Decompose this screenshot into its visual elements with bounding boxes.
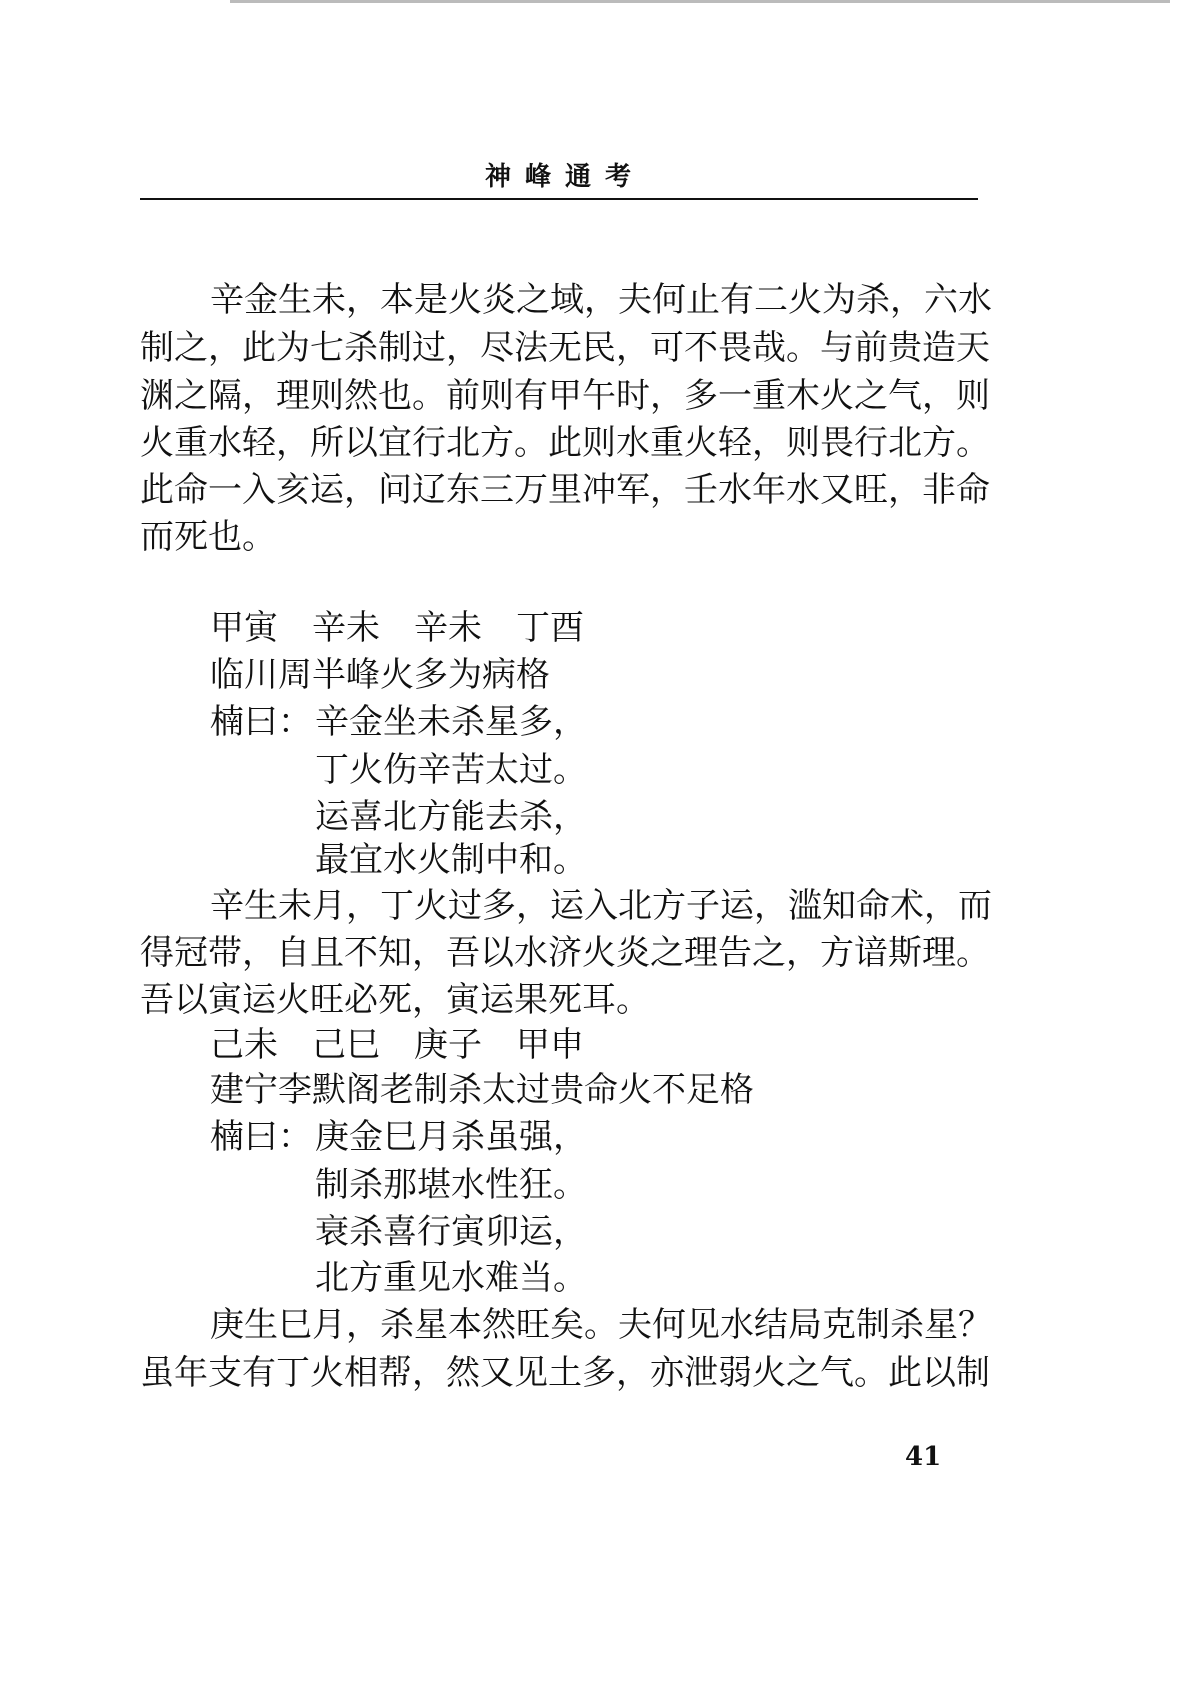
case2-verse-label: 楠曰： [210, 1117, 312, 1157]
commentary-line: 吾以寅运火旺必死，寅运果死耳。 [140, 980, 650, 1020]
pillar: 辛未 [414, 608, 482, 648]
verse-line: 庚金巳月杀虽强， [315, 1117, 587, 1157]
case1-title: 临川周半峰火多为病格 [210, 655, 550, 695]
paragraph-line: 火重水轻，所以宜行北方。此则水重火轻，则畏行北方。 [140, 423, 990, 463]
commentary-line: 辛生未月，丁火过多，运入北方子运，滥知命术，而 [210, 886, 992, 926]
paragraph-line: 而死也。 [140, 517, 276, 557]
pillar: 丁酉 [516, 608, 584, 648]
verse-line: 辛金坐未杀星多， [315, 702, 587, 742]
pillar: 庚子 [414, 1025, 482, 1065]
verse-line: 最宜水火制中和。 [315, 840, 587, 880]
case1-pillars [210, 606, 980, 650]
case1-verse-label: 楠曰： [210, 702, 312, 742]
paragraph-line: 此命一入亥运，问辽东三万里冲军，壬水年水又旺，非命 [140, 470, 990, 510]
page-number: 41 [905, 1442, 942, 1472]
pillar: 辛未 [312, 608, 380, 648]
pillar: 甲申 [516, 1025, 584, 1065]
paragraph-line: 辛金生未，本是火炎之域，夫何止有二火为杀，六水 [210, 280, 992, 320]
pillar: 己巳 [312, 1025, 380, 1065]
verse-line: 丁火伤辛苦太过。 [315, 750, 587, 790]
verse-line: 衰杀喜行寅卯运， [315, 1212, 587, 1252]
commentary-line: 虽年支有丁火相帮，然又见土多，亦泄弱火之气。此以制 [140, 1353, 990, 1393]
verse-line: 北方重见水难当。 [315, 1258, 587, 1298]
paragraph-line: 制之，此为七杀制过，尽法无民，可不畏哉。与前贵造天 [140, 328, 990, 368]
case2-title: 建宁李默阁老制杀太过贵命火不足格 [210, 1070, 754, 1110]
verse-line: 运喜北方能去杀， [315, 797, 587, 837]
pillar: 甲寅 [210, 608, 278, 648]
paragraph-line: 渊之隔，理则然也。前则有甲午时，多一重木火之气，则 [140, 376, 990, 416]
scan-edge-line [230, 0, 1170, 3]
verse-line: 制杀那堪水性狂。 [315, 1165, 587, 1205]
case2-pillars [210, 1023, 980, 1067]
commentary-line: 庚生巳月，杀星本然旺矣。夫何见水结局克制杀星？ [210, 1305, 992, 1345]
pillar: 己未 [210, 1025, 278, 1065]
header-rule [140, 198, 978, 200]
commentary-line: 得冠带，自且不知，吾以水济火炎之理告之，方谙斯理。 [140, 933, 990, 973]
running-header: 神峰通考 [484, 162, 645, 192]
